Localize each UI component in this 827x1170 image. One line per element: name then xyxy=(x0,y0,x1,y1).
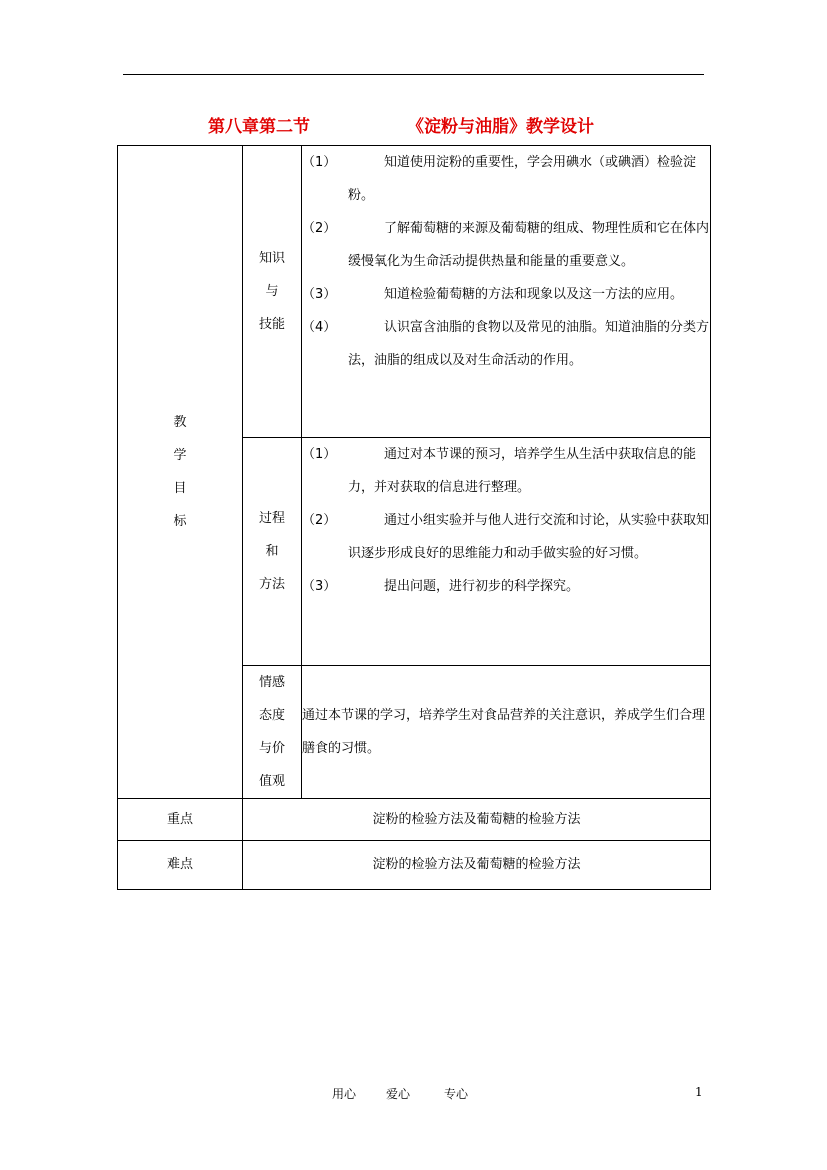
title-topic: 《淀粉与油脂》教学设计 xyxy=(407,117,594,137)
footer-word: 专心 xyxy=(444,1087,469,1101)
key-point-label: 重点 xyxy=(118,799,243,841)
list-item: （2） 了解葡萄糖的来源及葡萄糖的组成、物理性质和它在体内缓慢氧化为生命活动提供热量和能量的重要意义。 xyxy=(302,221,710,269)
table-row xyxy=(118,799,711,841)
title-chapter: 第八章第二节 xyxy=(208,117,310,137)
page-footer xyxy=(0,1085,827,1105)
table-row xyxy=(118,146,711,438)
lesson-plan-table xyxy=(117,145,711,890)
footer-word: 用心 xyxy=(332,1087,357,1101)
document-title xyxy=(0,112,827,136)
knowledge-skills-label: 知识 与 技能 xyxy=(243,146,302,438)
list-item: （4） 认识富含油脂的食物以及常见的油脂。知道油脂的分类方法，油脂的组成以及对生命活动的作用。 xyxy=(302,320,710,368)
process-methods-label: 过程 和 方法 xyxy=(243,438,302,666)
key-point-content: 淀粉的检验方法及葡萄糖的检验方法 xyxy=(243,799,711,841)
attitude-values-content: 通过本节课的学习，培养学生对食品营养的关注意识，养成学生们合理膳食的习惯。 xyxy=(302,666,711,799)
list-item: （3） 知道检验葡萄糖的方法和现象以及这一方法的应用。 xyxy=(302,287,684,302)
list-item: （3） 提出问题，进行初步的科学探究。 xyxy=(302,579,580,594)
page-number: 1 xyxy=(695,1085,703,1099)
difficulty-label: 难点 xyxy=(118,841,243,890)
header-rule xyxy=(123,74,704,75)
process-methods-content xyxy=(302,438,711,666)
difficulty-content: 淀粉的检验方法及葡萄糖的检验方法 xyxy=(243,841,711,890)
list-item: （1） 知道使用淀粉的重要性，学会用碘水（或碘酒）检验淀粉。 xyxy=(302,155,697,203)
teaching-goals-label: 教 学 目 标 xyxy=(118,146,243,799)
list-item: （1） 通过对本节课的预习，培养学生从生活中获取信息的能力，并对获取的信息进行整理。 xyxy=(302,447,697,495)
list-item: （2） 通过小组实验并与他人进行交流和讨论，从实验中获取知识逐步形成良好的思维能力和动手做实验的好习惯。 xyxy=(302,513,710,561)
knowledge-skills-content xyxy=(302,146,711,438)
attitude-values-label: 情感 态度 与价 值观 xyxy=(243,666,302,799)
table-row xyxy=(118,841,711,890)
footer-word: 爱心 xyxy=(386,1087,411,1101)
